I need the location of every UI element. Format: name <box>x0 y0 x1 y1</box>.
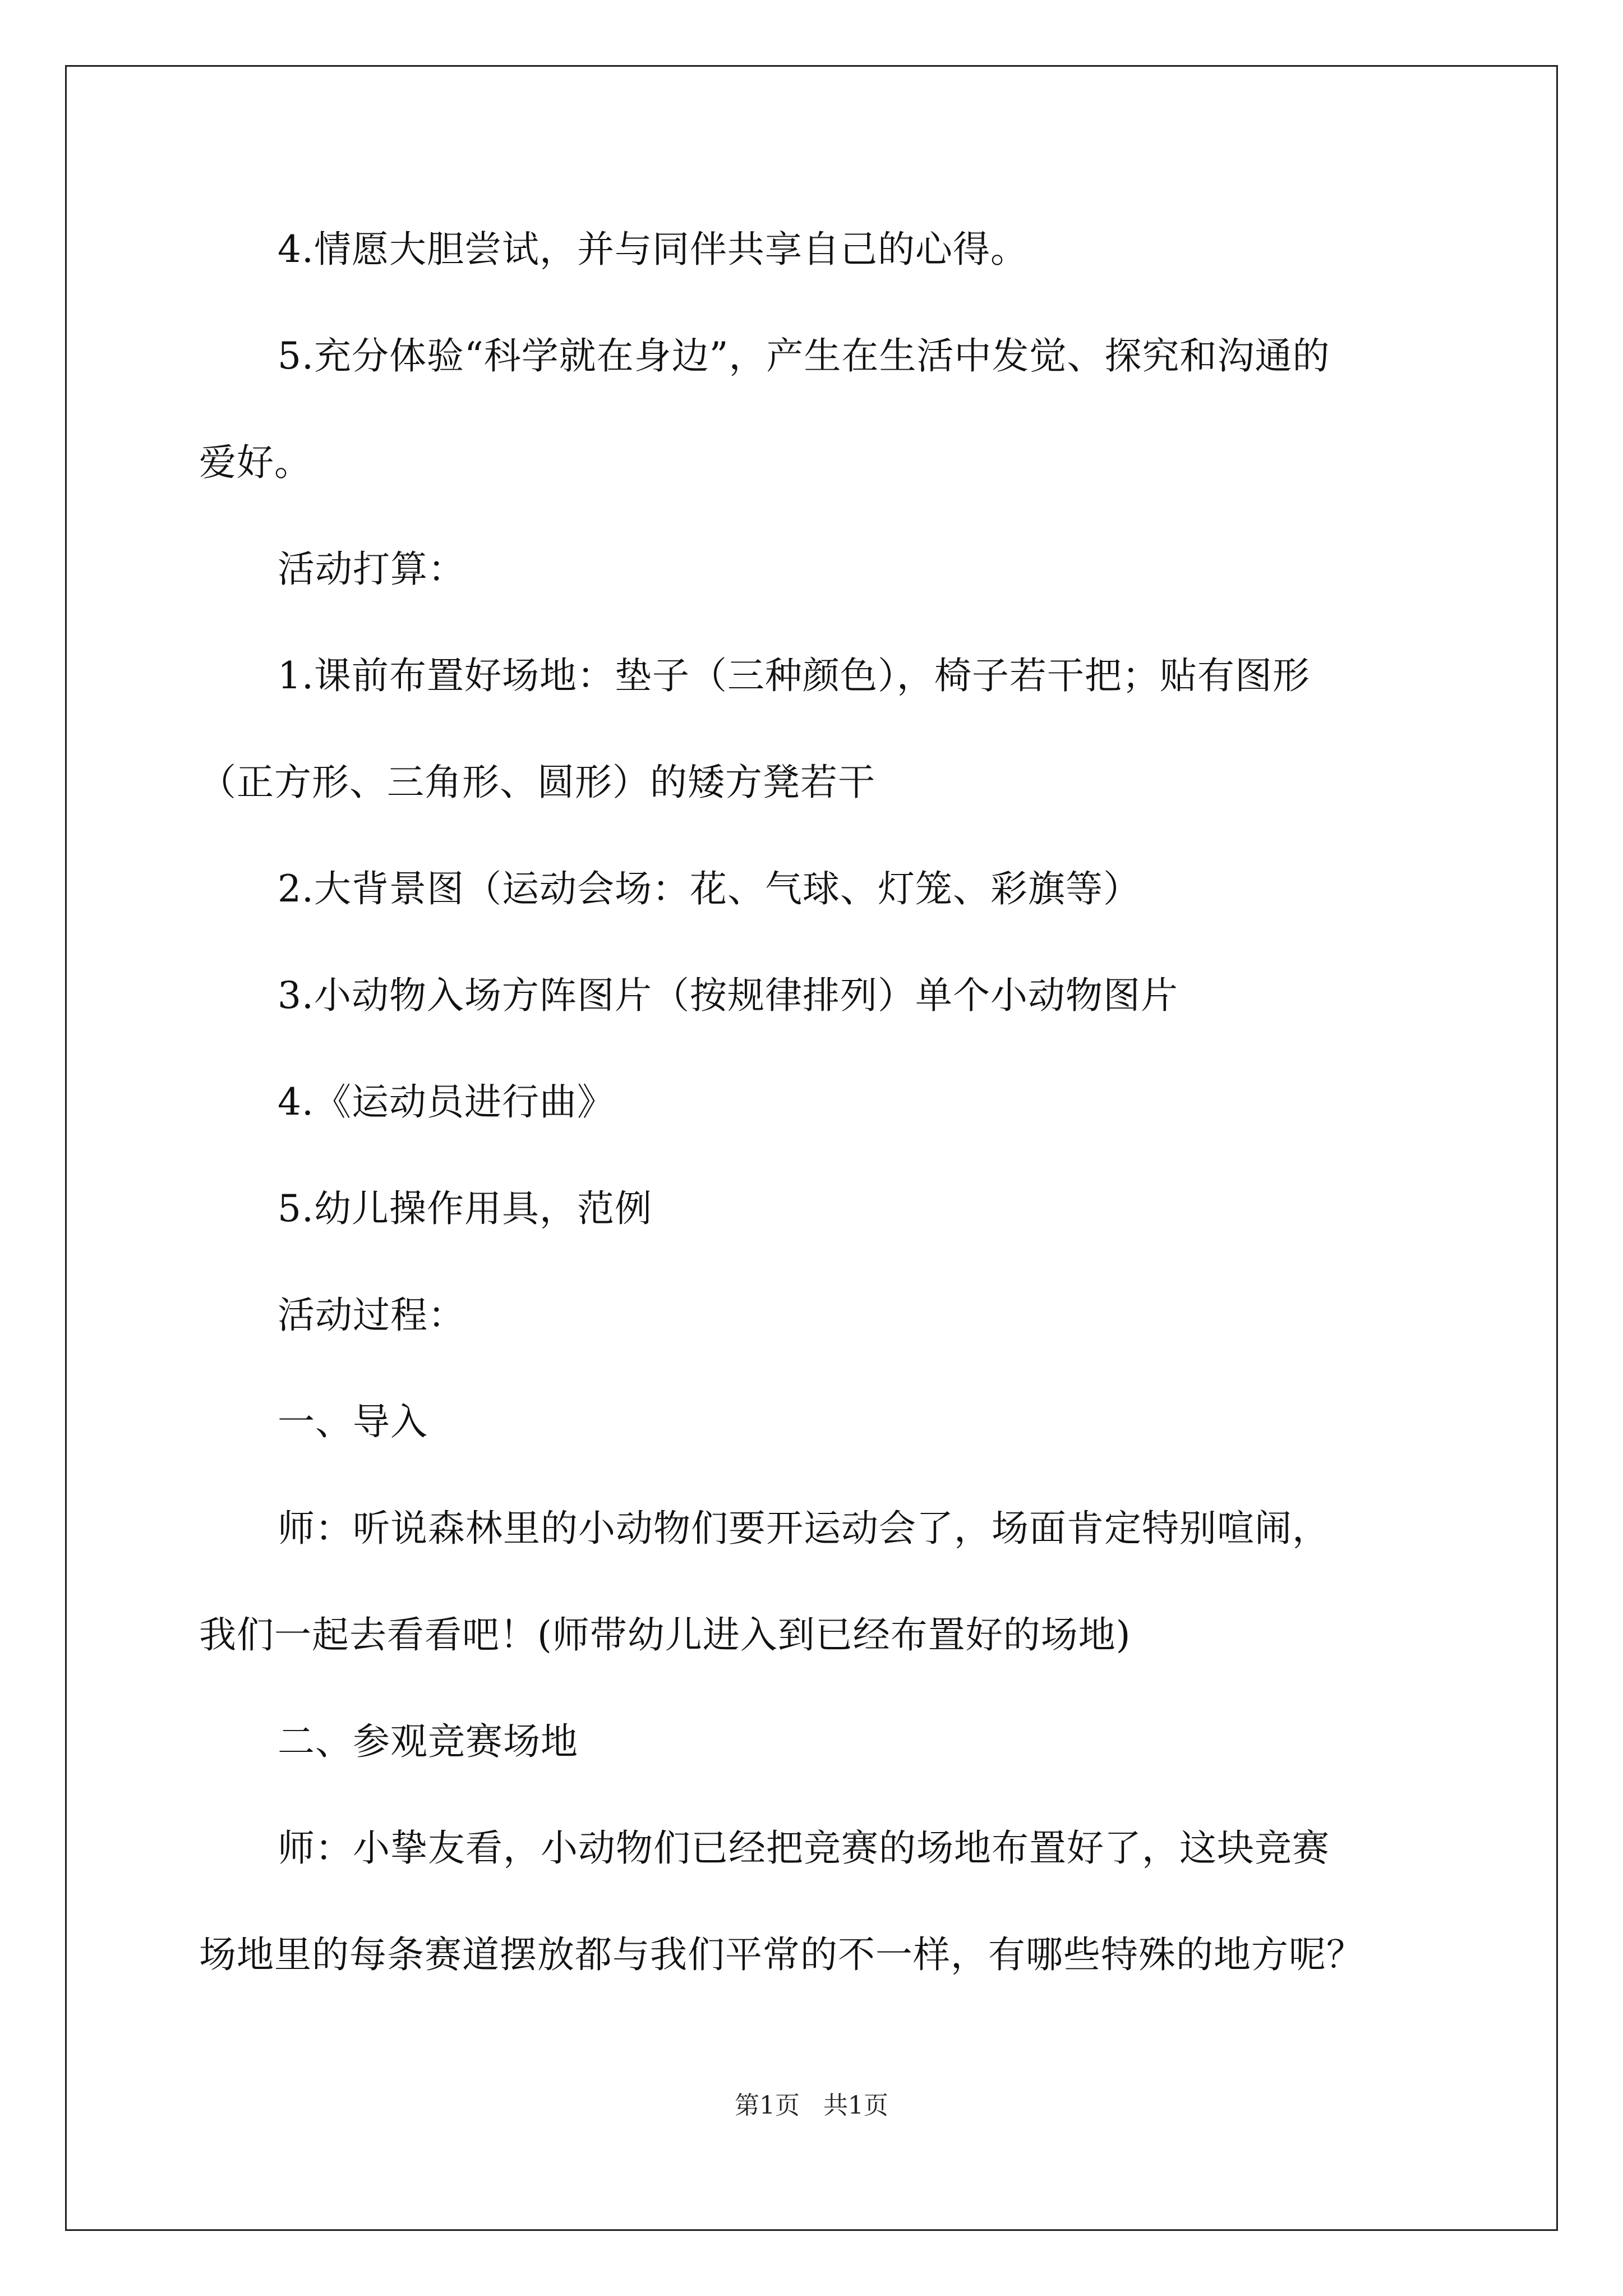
subheading-visit-venue: 二、参观竞赛场地 <box>278 1720 578 1763</box>
text-line-prep-4: 4.《运动员进行曲》 <box>278 1080 615 1124</box>
text-line-teacher-1: 师：听说森林里的小动物们要开运动会了，场面肯定特别喧闹， <box>278 1507 1330 1550</box>
text-line-goal-5: 5.充分体验“科学就在身边”，产生在生活中发觉、探究和沟通的 <box>278 334 1330 378</box>
subheading-intro: 一、导入 <box>278 1400 428 1443</box>
page-footer: 第1页 共1页 <box>735 2091 888 2120</box>
section-heading-preparation: 活动打算： <box>278 547 465 591</box>
section-heading-process: 活动过程： <box>278 1294 465 1337</box>
text-line-teacher-1-cont: 我们一起去看看吧！(师带幼儿进入到已经布置好的场地) <box>199 1613 1131 1657</box>
text-line-goal-5-cont: 爱好。 <box>199 441 312 484</box>
text-line-prep-5: 5.幼儿操作用具，范例 <box>278 1187 652 1230</box>
text-line-prep-1-cont: （正方形、三角形、圆形）的矮方凳若干 <box>199 761 875 804</box>
text-line-prep-3: 3.小动物入场方阵图片（按规律排列）单个小动物图片 <box>278 974 1178 1017</box>
text-line-prep-2: 2.大背景图（运动会场：花、气球、灯笼、彩旗等） <box>278 867 1141 910</box>
text-line-teacher-2: 师：小挚友看，小动物们已经把竞赛的场地布置好了，这块竞赛 <box>278 1826 1330 1870</box>
text-line-teacher-2-cont: 场地里的每条赛道摆放都与我们平常的不一样，有哪些特殊的地方呢？ <box>199 1933 1364 1976</box>
text-line-goal-4: 4.情愿大胆尝试，并与同伴共享自己的心得。 <box>278 228 1028 271</box>
text-line-prep-1: 1.课前布置好场地：垫子（三种颜色），椅子若干把；贴有图形 <box>278 654 1310 697</box>
